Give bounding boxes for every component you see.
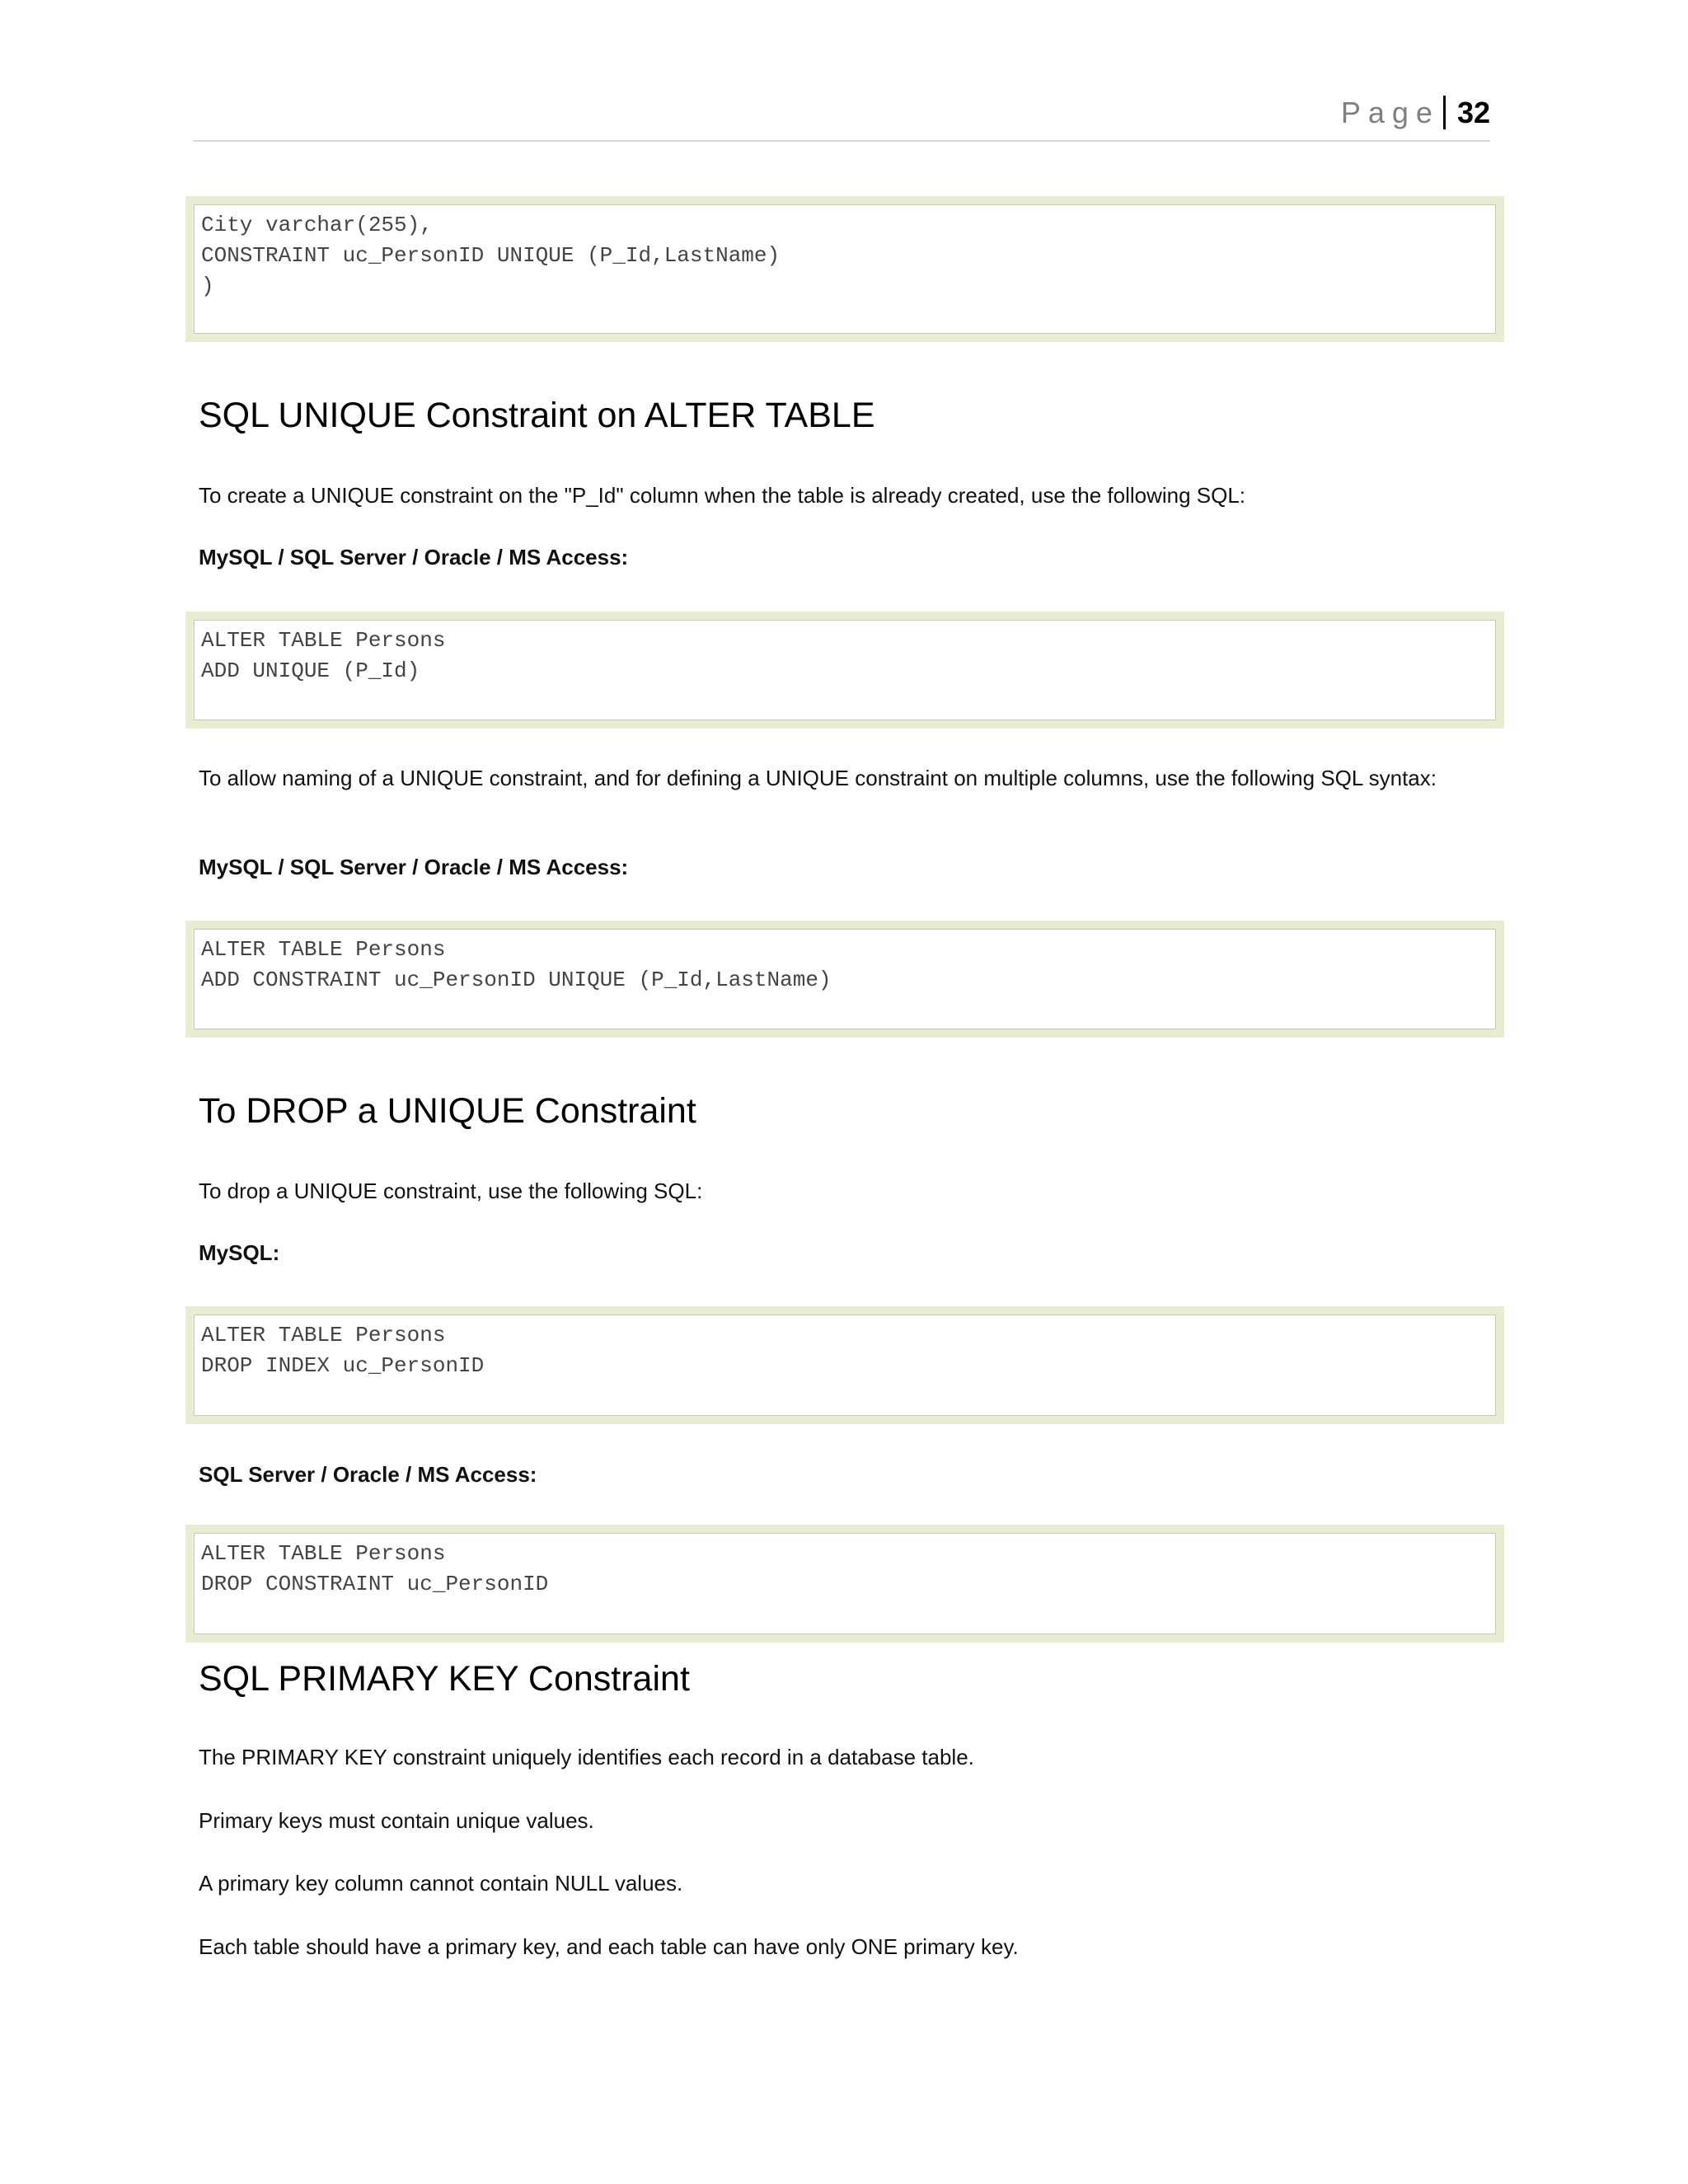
section-heading-drop: To DROP a UNIQUE Constraint [199,1091,696,1131]
primary-key-paragraph: The PRIMARY KEY constraint uniquely identifies each record in a database table. [199,1745,974,1769]
section-heading-primary-key: SQL PRIMARY KEY Constraint [199,1659,690,1699]
code-line: ALTER TABLE Persons [201,1541,446,1566]
code-block-drop-constraint [185,1525,1504,1643]
db-label: MySQL / SQL Server / Oracle / MS Access: [199,855,629,879]
db-label: MySQL / SQL Server / Oracle / MS Access: [199,545,629,569]
page-header [193,92,1490,142]
code-line: City varchar(255), [201,213,433,237]
page-number: 32 [1443,96,1490,129]
code-line: ALTER TABLE Persons [201,628,446,653]
page-word: Page [1340,96,1440,129]
code-line: CONSTRAINT uc_PersonID UNIQUE (P_Id,LastName) [201,243,781,268]
code-block-create-table-end [185,196,1504,342]
primary-key-paragraph: Each table should have a primary key, and each table can have only ONE primary key. [199,1934,1019,1959]
alter-table-intro: To create a UNIQUE constraint on the "P_Id" column when the table is already created, use the following SQL: [199,483,1246,508]
code-block-alter-add-constraint [185,921,1504,1038]
code-line: ) [201,274,214,298]
primary-key-paragraph: A primary key column cannot contain NULL values. [199,1871,683,1896]
code-block-alter-add-unique [185,612,1504,729]
primary-key-paragraph: Primary keys must contain unique values. [199,1808,594,1833]
code-block-drop-index [185,1306,1504,1424]
db-label-other: SQL Server / Oracle / MS Access: [199,1462,537,1487]
code-line: ALTER TABLE Persons [201,1323,446,1347]
code-line: ADD UNIQUE (P_Id) [201,658,420,683]
section-heading-alter-table: SQL UNIQUE Constraint on ALTER TABLE [199,396,875,435]
db-label-mysql: MySQL: [199,1240,280,1265]
code-line: ADD CONSTRAINT uc_PersonID UNIQUE (P_Id,LastName) [201,968,832,992]
drop-intro: To drop a UNIQUE constraint, use the following SQL: [199,1179,703,1203]
code-line: ALTER TABLE Persons [201,937,446,962]
code-line: DROP CONSTRAINT uc_PersonID [201,1572,549,1596]
code-line: DROP INDEX uc_PersonID [201,1353,485,1378]
page-number-label [1341,96,1490,130]
naming-text: To allow naming of a UNIQUE constraint, and for defining a UNIQUE constraint on multiple columns, use the following SQL syntax: [199,766,1437,790]
